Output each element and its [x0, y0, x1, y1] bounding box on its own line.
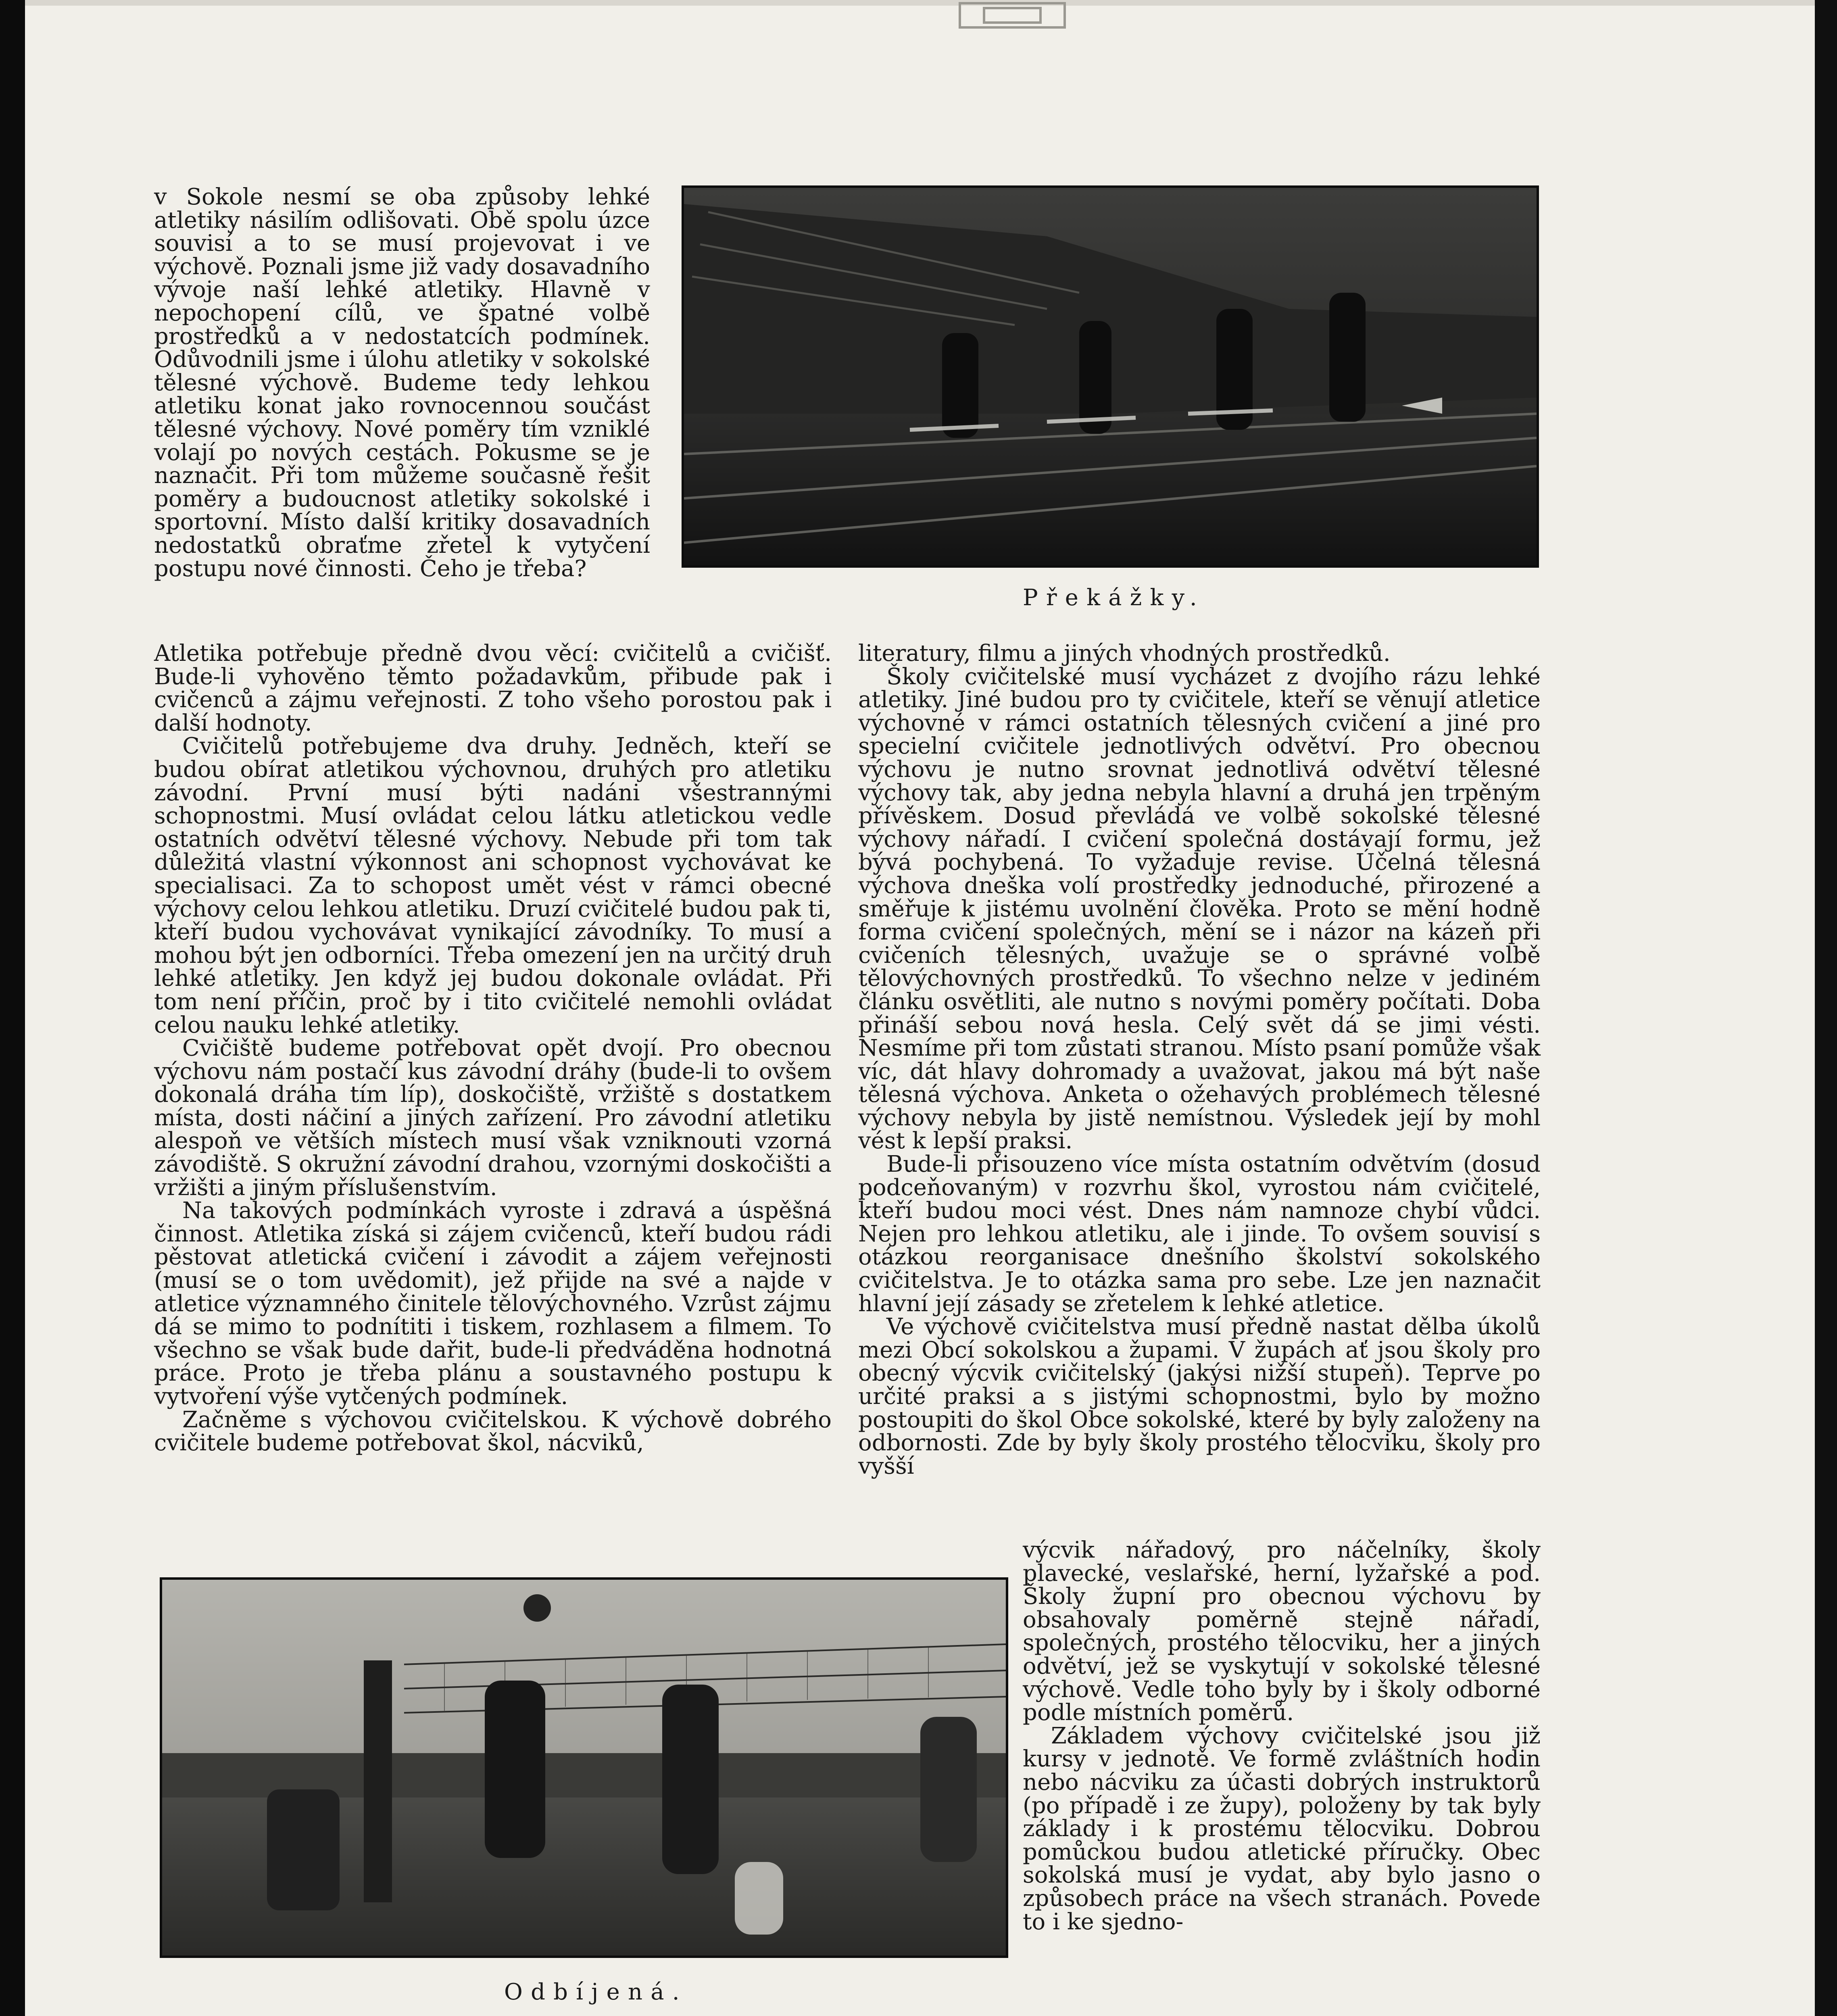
- paragraph: Základem výchovy cvičitelské jsou již kursy v jednotě. Ve formě zvláštních hodin nebo nácviku za účasti dobrých instruktorů (po případě i ze župy), položeny by tak byly základy i k prostému tělocviku. Dobrou pomůckou budou atletické příručky. Obec sokolská musí je vydat, aby bylo jasno o způsobech práce na všech stranách. Povede to i ke sjedno-: [1023, 1722, 1541, 1935]
- paragraph: literatury, filmu a jiných vhodných prostředků.: [858, 640, 1391, 666]
- left-scan-border: [0, 0, 25, 2016]
- paragraph: Bude-li přisouzeno více místa ostatním odvětvím (dosud podceňovaným) v rozvrhu škol, vyrostou nám cvičitelé, kteří budou moci vést. Dnes nám namnoze chybí vůdci. Nejen pro lehkou atletiku, ale i jinde. To ovšem souvisí s otázkou reorganisace dnešního školství sokolského cvičitelstva. Je to otázka sama pro sebe. Lze jen naznačit hlavní její zásady se zřetelem k lehké atletice.: [858, 1151, 1541, 1317]
- paragraph: Začněme s výchovou cvičitelskou. K výchově dobrého cvičitele budeme potřebovat škol, nácviků,: [154, 1406, 832, 1456]
- paragraph: v Sokole nesmí se oba způsoby lehké atletiky násilím odlišovati. Obě spolu úzce souvisí a to se musí projevovat i ve výchově. Poznali jsme již vady dosavadního vývoje naší lehké atletiky. Hlavně v nepochopení cílů, ve špatné volbě prostředků a v nedostatcích podmínek. Odůvodnili jsme i úlohu atletiky v sokolské tělesné výchově. Budeme tedy lehkou atletiku konat jako rovnocennou součást tělesné výchovy. Nové poměry tím vzniklé volají po nových cestách. Pokusme se je naznačit. Při tom můžeme současně řešit poměry a budoucnost atletiky sokolské i sportovní. Místo další kritiky dosavadních nedostatků obraťme zřetel k vytyčení postupu nové činnosti. Čeho je třeba?: [154, 184, 650, 582]
- right-scan-border: [1815, 0, 1837, 2016]
- column-left-top: [154, 185, 650, 580]
- paragraph: Cvičitelů potřebujeme dva druhy. Jedněch, kteří se budou obírat atletikou výchovnou, druhých pro atletiku závodní. První musí býti nadáni všestrannými schopnostmi. Musí ovládat celou látku atletickou vedle ostatních odvětví tělesné výchovy. Nebude při tom tak důležitá vlastní výkonnost ani schopnost vychovávat ke specialisaci. Za to schopost umět vést v rámci obecné výchovy celou lehkou atletiku. Druzí cvičitelé budou pak ti, kteří budou vychovávat vynikající závodníky. To musí a mohou být jen odborníci. Třeba omezení jen na určitý druh lehké atletiky. Jen když jej budou dokonale ovládat. Při tom není příčin, proč by i tito cvičitelé nemohli ovládat celou nauku lehké atletiky.: [154, 733, 832, 1038]
- hurdles-caption: Překážky.: [1023, 585, 1205, 611]
- top-edge-shadow: [25, 0, 1815, 6]
- paragraph: Atletika potřebuje předně dvou věcí: cvičitelů a cvičišť. Bude-li vyhověno těmto požadavkům, přibude pak i cvičenců a zájmu veřejnosti. Z toho všeho porostou pak i další hodnoty.: [154, 640, 832, 736]
- volleyball-photo-image: [162, 1580, 1006, 1956]
- paragraph: Školy cvičitelské musí vycházet z dvojího rázu lehké atletiky. Jiné budou pro ty cvičitele, kteří se věnují atletice výchovné v rámci ostatních tělesných cvičení a jiné pro specielní cvičitele jednotlivých odvětví. Pro obecnou výchovu je nutno srovnat jednotlivá odvětví tělesné výchovy tak, aby jedna nebyla hlavní a druhá jen trpěným přívěskem. Dosud převládá ve volbě sokolské tělesné výchovy nářadí. I cvičení společná dostávají formu, jež bývá pochybená. To vyžaduje revise. Účelná tělesná výchova dneška volí prostředky jednoduché, přirozené a směřuje k jistému uvolnění člověka. Proto se mění hodně forma cvičení společných, mění se i názor na kázeň při cvičeních tělesných, uvažuje se o správné volbě tělovýchovných prostředků. To všechno nelze v jediném článku osvětliti, ale nutno s novými poměry počítati. Doba přináší sebou nová hesla. Celý svět dá se jimi vésti. Nesmíme při tom zůstati stranou. Místo psaní pomůže však víc, dát hlavy dohromady a uvažovat, jakou má být naše tělesná výchova. Anketa o ožehavých problémech tělesné výchovy nebyla by jistě nemístnou. Výsledek její by mohl vést k lepší praksi.: [858, 663, 1541, 1154]
- paragraph: výcvik nářadový, pro náčelníky, školy plavecké, veslařské, herní, lyžařské a pod. Školy župní pro obecnou výchovu by obsahovaly poměrně stejně nářadí, společných, prostého tělocviku, her a jiných odvětví, jež se vyskytují v sokolské tělesné výchově. Vedle toho byly by i školy odborné podle místních poměrů.: [1023, 1537, 1541, 1726]
- column-left-main: [154, 642, 832, 1455]
- paragraph: Cvičiště budeme potřebovat opět dvojí. Pro obecnou výchovu nám postačí kus závodní dráhy (bude-li to ovšem dokonalá dráha tím líp), doskočiště, vržiště s dostatkem místa, dosti náčiní a jiných zařízení. Pro závodní atletiku alespoň ve větších místech musí však vzniknouti vzorná závodiště. S okružní závodní drahou, vzornými doskočišti a vržišti a jiným příslušenstvím.: [154, 1035, 832, 1201]
- volleyball-photo: [160, 1577, 1008, 1958]
- paragraph: Ve výchově cvičitelstva musí předně nastat dělba úkolů mezi Obcí sokolskou a župami. V župách ať jsou školy pro obecný výcvik cvičitelský (jakýsi nižší stupeň). Teprve po určité praksi a s jistými schopnostmi, bylo by možno postoupiti do škol Obce sokolské, které by byly založeny na odbornosti. Zde by byly školy prostého tělocviku, školy pro vyšší: [858, 1314, 1541, 1479]
- volleyball-caption: Odbíjená.: [504, 1979, 688, 2005]
- paragraph: Na takových podmínkách vyroste i zdravá a úspěšná činnost. Atletika získá si zájem cvičenců, kteří budou rádi pěstovat atletická cvičení i závodit a zájem veřejnosti (musí se o tom uvědomit), jež přijde na své a najde v atletice významného činitele tělovýchovného. Vzrůst zájmu dá se mimo to podnítiti i tiskem, rozhlasem a filmem. To všechno se však bude dařit, bude-li předváděna hodnotná práce. Proto je třeba plánu a soustavného postupu k vytvoření výše vytčených podmínek.: [154, 1198, 832, 1410]
- column-right-main: [858, 642, 1541, 1478]
- hurdles-photo-image: [684, 188, 1537, 565]
- hurdles-photo: [682, 185, 1539, 568]
- column-right-bottom: [1023, 1539, 1541, 1933]
